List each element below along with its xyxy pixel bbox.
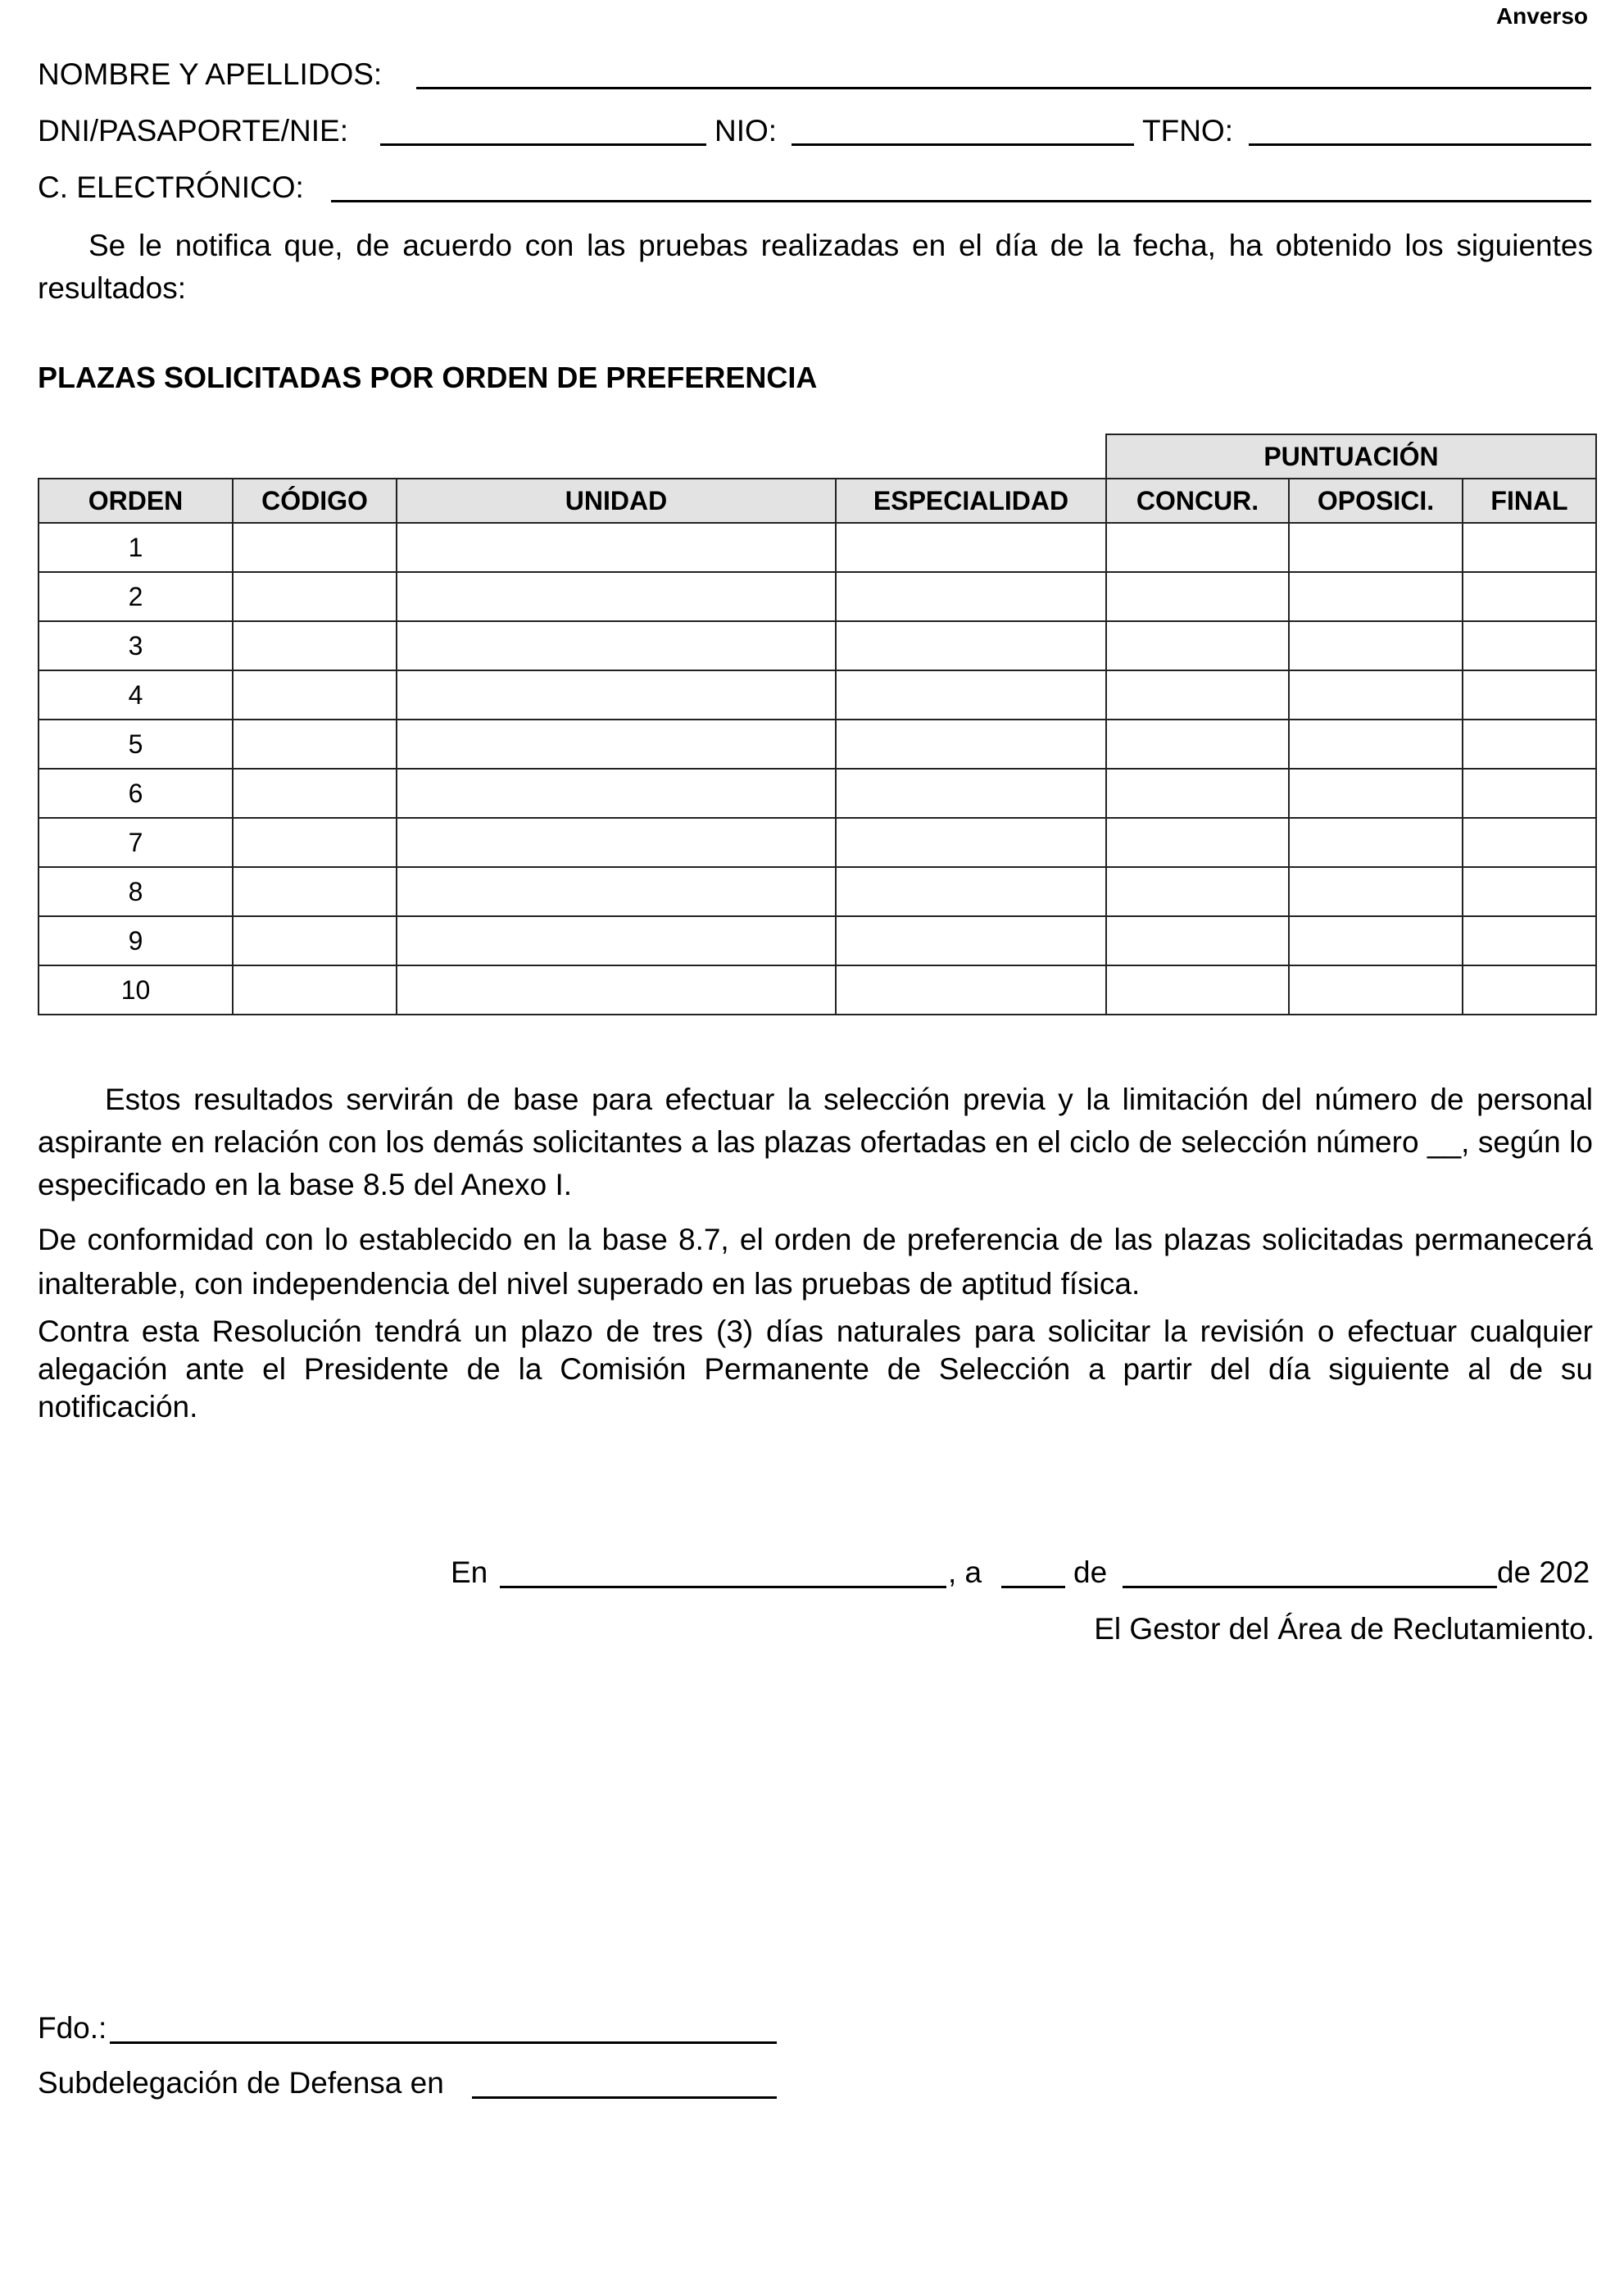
row-cell-especialidad[interactable]	[836, 572, 1106, 621]
row-cell-unidad[interactable]	[397, 670, 836, 720]
row-cell-final[interactable]	[1463, 916, 1596, 965]
row-cell-oposici[interactable]	[1289, 670, 1463, 720]
row-orden: 9	[39, 916, 233, 965]
table-row	[39, 670, 1596, 720]
row-cell-final[interactable]	[1463, 818, 1596, 867]
row-cell-oposici[interactable]	[1289, 818, 1463, 867]
row-orden: 2	[39, 572, 233, 621]
preference-paragraph: De conformidad con lo establecido en la base 8.7, el orden de preferencia de las plazas solicitadas permanecerá inalterable, con independencia del nivel superado en las pruebas de aptitud física.	[38, 1223, 1593, 1301]
tfno-label: TFNO:	[1142, 114, 1233, 148]
row-cell-oposici[interactable]	[1289, 965, 1463, 1015]
row-cell-código[interactable]	[233, 670, 397, 720]
row-cell-concur[interactable]	[1106, 916, 1289, 965]
email-label: C. ELECTRÓNICO:	[38, 170, 304, 204]
row-cell-código[interactable]	[233, 523, 397, 572]
row-cell-código[interactable]	[233, 965, 397, 1015]
table-header-row	[39, 479, 1596, 523]
subdelegacion-label: Subdelegación de Defensa en	[38, 2066, 444, 2100]
row-cell-concur[interactable]	[1106, 523, 1289, 572]
col-oposici: OPOSICI.	[1289, 479, 1463, 523]
table-row	[39, 818, 1596, 867]
row-cell-concur[interactable]	[1106, 621, 1289, 670]
col-orden: ORDEN	[39, 479, 233, 523]
row-orden: 10	[39, 965, 233, 1015]
table-row	[39, 621, 1596, 670]
row-cell-unidad[interactable]	[397, 769, 836, 818]
row-cell-código[interactable]	[233, 621, 397, 670]
row-cell-especialidad[interactable]	[836, 621, 1106, 670]
row-cell-código[interactable]	[233, 572, 397, 621]
results-paragraph: Estos resultados servirán de base para efectuar la selección previa y la limitación del número de personal aspirante en relación con los demás solicitantes a las plazas ofertadas en el ciclo de selección número __, según lo especificado en la base 8.5 del Anexo I.	[38, 1083, 1593, 1201]
email-field[interactable]	[331, 200, 1591, 202]
date-de-label: de	[1073, 1555, 1108, 1589]
row-cell-especialidad[interactable]	[836, 965, 1106, 1015]
row-cell-concur[interactable]	[1106, 965, 1289, 1015]
row-cell-especialidad[interactable]	[836, 867, 1106, 916]
col-unidad: UNIDAD	[397, 479, 836, 523]
fdo-field[interactable]	[110, 2041, 777, 2044]
row-cell-especialidad[interactable]	[836, 769, 1106, 818]
row-cell-oposici[interactable]	[1289, 621, 1463, 670]
nio-field[interactable]	[792, 143, 1134, 146]
row-orden: 7	[39, 818, 233, 867]
row-cell-oposici[interactable]	[1289, 769, 1463, 818]
row-orden: 5	[39, 720, 233, 769]
name-label: NOMBRE Y APELLIDOS:	[38, 57, 383, 91]
row-cell-concur[interactable]	[1106, 720, 1289, 769]
row-cell-especialidad[interactable]	[836, 818, 1106, 867]
row-cell-oposici[interactable]	[1289, 572, 1463, 621]
row-cell-especialidad[interactable]	[836, 916, 1106, 965]
row-orden: 3	[39, 621, 233, 670]
row-cell-código[interactable]	[233, 916, 397, 965]
puntuacion-header: PUNTUACIÓN	[1106, 434, 1596, 479]
name-field[interactable]	[416, 87, 1591, 89]
row-orden: 4	[39, 670, 233, 720]
day-field[interactable]	[1001, 1586, 1065, 1588]
table-row	[39, 769, 1596, 818]
table-row	[39, 720, 1596, 769]
place-field[interactable]	[500, 1586, 946, 1588]
row-cell-oposici[interactable]	[1289, 867, 1463, 916]
page-side-label: Anverso	[1495, 3, 1588, 29]
row-cell-especialidad[interactable]	[836, 523, 1106, 572]
row-cell-oposici[interactable]	[1289, 720, 1463, 769]
nio-label: NIO:	[714, 114, 778, 148]
dni-field[interactable]	[380, 143, 706, 146]
row-cell-concur[interactable]	[1106, 572, 1289, 621]
col-especialidad: ESPECIALIDAD	[836, 479, 1106, 523]
row-cell-código[interactable]	[233, 769, 397, 818]
section-title: PLAZAS SOLICITADAS POR ORDEN DE PREFERENCIA	[38, 361, 818, 394]
row-cell-concur[interactable]	[1106, 818, 1289, 867]
intro-text: Se le notifica que, de acuerdo con las pruebas realizadas en el día de la fecha, ha obtenido los siguientes resultados:	[38, 229, 1593, 305]
row-cell-concur[interactable]	[1106, 769, 1289, 818]
row-cell-código[interactable]	[233, 867, 397, 916]
date-en-label: En	[451, 1555, 488, 1589]
row-cell-unidad[interactable]	[397, 572, 836, 621]
table-spacer	[39, 434, 1106, 479]
row-cell-unidad[interactable]	[397, 916, 836, 965]
row-cell-final[interactable]	[1463, 867, 1596, 916]
row-cell-final[interactable]	[1463, 965, 1596, 1015]
row-cell-unidad[interactable]	[397, 720, 836, 769]
row-cell-final[interactable]	[1463, 720, 1596, 769]
col-codigo: CÓDIGO	[233, 479, 397, 523]
appeal-paragraph: Contra esta Resolución tendrá un plazo de tres (3) días naturales para solicitar la revisión o efectuar cualquier alegación ante el Presidente de la Comisión Permanente de Selección a partir del día siguiente al de su notificación.	[38, 1315, 1593, 1424]
subdelegacion-field[interactable]	[472, 2096, 777, 2099]
row-cell-código[interactable]	[233, 818, 397, 867]
date-a-label: , a	[948, 1555, 982, 1589]
dni-label: DNI/PASAPORTE/NIE:	[38, 114, 348, 148]
row-cell-unidad[interactable]	[397, 818, 836, 867]
table-row	[39, 965, 1596, 1015]
row-cell-unidad[interactable]	[397, 965, 836, 1015]
col-concur: CONCUR.	[1106, 479, 1289, 523]
row-orden: 1	[39, 523, 233, 572]
row-cell-código[interactable]	[233, 720, 397, 769]
table-row	[39, 916, 1596, 965]
signer-title: El Gestor del Área de Reclutamiento.	[1094, 1612, 1595, 1646]
row-orden: 6	[39, 769, 233, 818]
fdo-label: Fdo.:	[38, 2011, 107, 2045]
tfno-field[interactable]	[1249, 143, 1591, 146]
table-row	[39, 523, 1596, 572]
row-cell-oposici[interactable]	[1289, 916, 1463, 965]
row-cell-unidad[interactable]	[397, 621, 836, 670]
date-year-label: de 202	[1497, 1555, 1590, 1589]
col-final: FINAL	[1463, 479, 1596, 523]
row-cell-final[interactable]	[1463, 523, 1596, 572]
row-cell-final[interactable]	[1463, 621, 1596, 670]
row-cell-concur[interactable]	[1106, 670, 1289, 720]
table-row	[39, 572, 1596, 621]
row-cell-oposici[interactable]	[1289, 523, 1463, 572]
row-orden: 8	[39, 867, 233, 916]
row-cell-unidad[interactable]	[397, 523, 836, 572]
month-field[interactable]	[1123, 1586, 1497, 1588]
row-cell-final[interactable]	[1463, 572, 1596, 621]
plazas-table	[38, 434, 1597, 1015]
row-cell-especialidad[interactable]	[836, 670, 1106, 720]
row-cell-final[interactable]	[1463, 670, 1596, 720]
row-cell-unidad[interactable]	[397, 867, 836, 916]
row-cell-final[interactable]	[1463, 769, 1596, 818]
table-row	[39, 867, 1596, 916]
row-cell-concur[interactable]	[1106, 867, 1289, 916]
row-cell-especialidad[interactable]	[836, 720, 1106, 769]
